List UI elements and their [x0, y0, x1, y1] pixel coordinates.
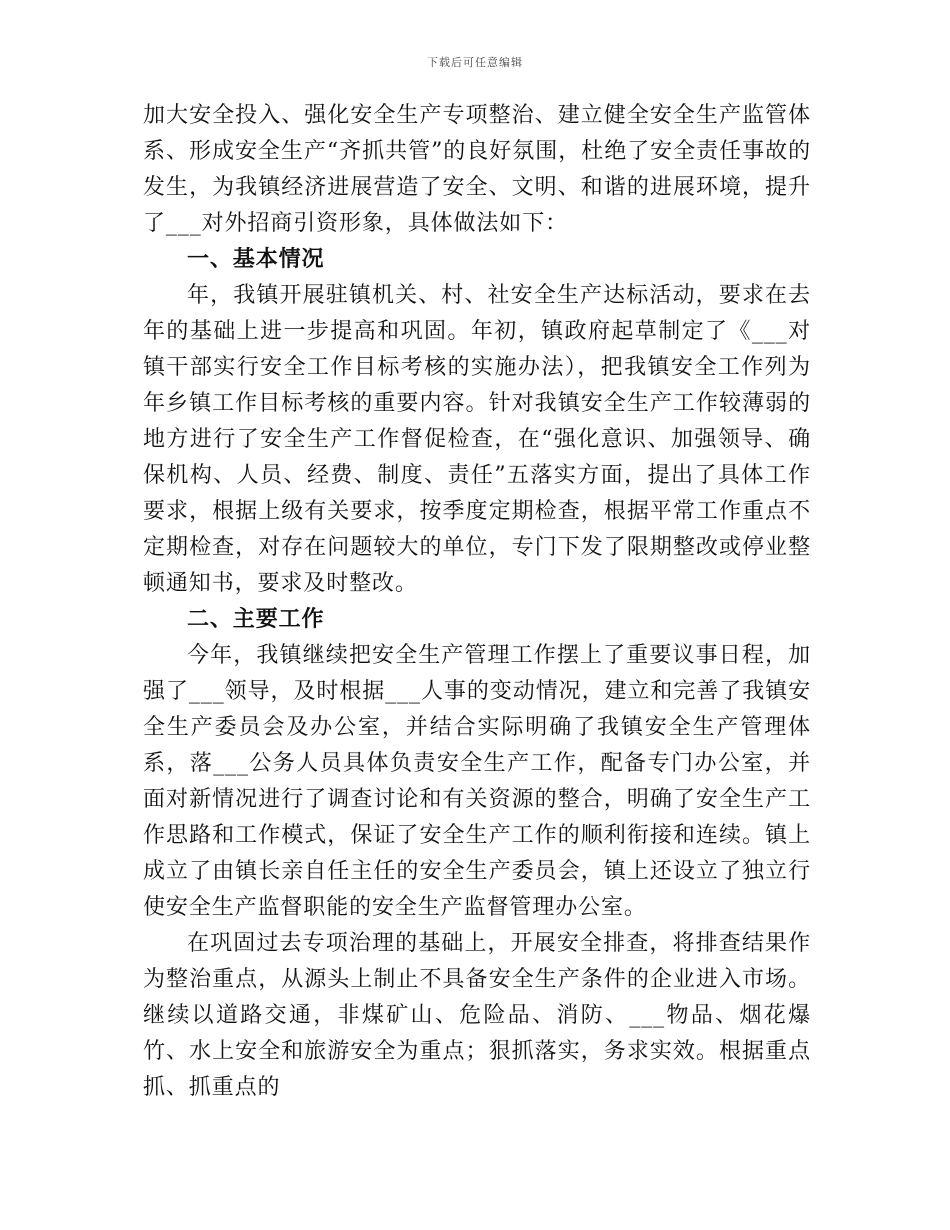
section-heading-main-work: 二、主要工作 — [187, 607, 325, 632]
document-body — [143, 98, 811, 1106]
main-work-paragraph-2: 在巩固过去专项治理的基础上，开展安全排查，将排查结果作为整治重点，从源头上制止不具备安全生产条件的企业进入市场。继续以道路交通，非煤矿山、危险品、消防、___物品、烟花爆竹、水上安全和旅游安全为重点；狠抓落实，务求实效。根据重点抓、抓重点的 — [143, 931, 811, 1100]
intro-paragraph: 加大安全投入、强化安全生产专项整治、建立健全安全生产监管体系、形成安全生产“齐抓共管”的良好氛围，杜绝了安全责任事故的发生，为我镇经济进展营造了安全、文明、和谐的进展环境，提升了___对外招商引资形象，具体做法如下： — [143, 103, 811, 236]
page-header-note: 下载后可任意编辑 — [427, 56, 523, 69]
basic-situation-paragraph: 年，我镇开展驻镇机关、村、社安全生产达标活动，要求在去年的基础上进一步提高和巩固。年初，镇政府起草制定了《___对镇干部实行安全工作目标考核的实施办法），把我镇安全工作列为年乡镇工作目标考核的重要内容。针对我镇安全生产工作较薄弱的地方进行了安全生产工作督促检查，在“强化意识、加强领导、确保机构、人员、经费、制度、责任”五落实方面，提出了具体工作要求，根据上级有关要求，按季度定期检查，根据平常工作重点不定期检查，对存在问题较大的单位，专门下发了限期整改或停业整顿通知书，要求及时整改。 — [143, 283, 811, 596]
section-heading-basic-situation: 一、基本情况 — [187, 247, 325, 272]
main-work-paragraph-1: 今年，我镇继续把安全生产管理工作摆上了重要议事日程，加强了___领导，及时根据___人事的变动情况，建立和完善了我镇安全生产委员会及办公室，并结合实际明确了我镇安全生产管理体系，落___公务人员具体负责安全生产工作，配备专门办公室，并面对新情况进行了调查讨论和有关资源的整合，明确了安全生产工作思路和工作模式，保证了安全生产工作的顺利衔接和连续。镇上成立了由镇长亲自任主任的安全生产委员会，镇上还设立了独立行使安全生产监督职能的安全生产监督管理办公室。 — [143, 643, 811, 920]
